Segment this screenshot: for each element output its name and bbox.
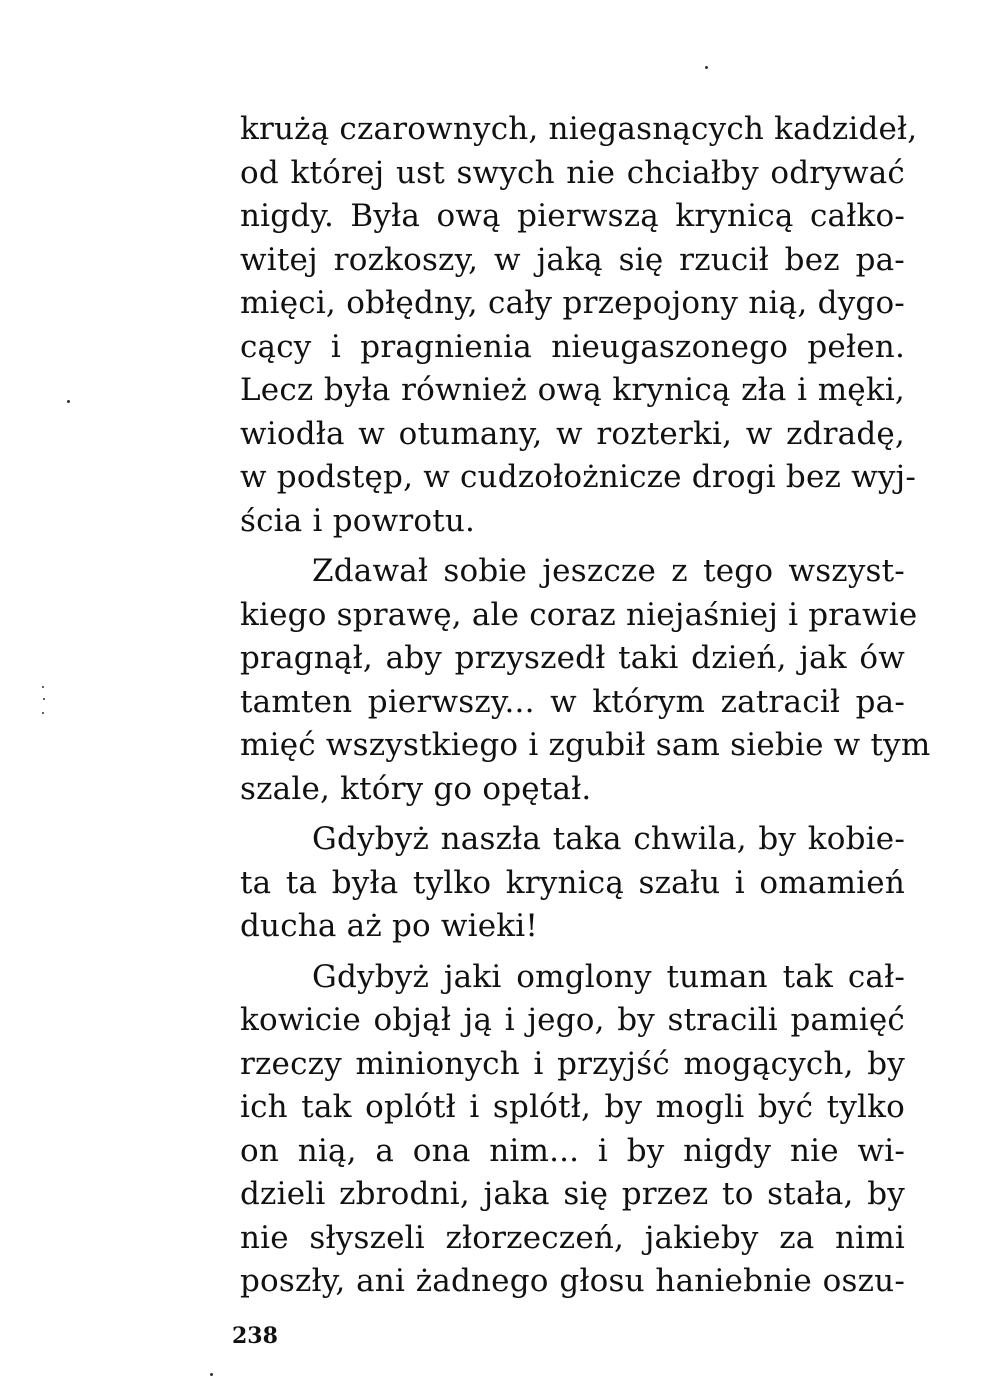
text-line: cący i pragnienia nieugaszonego pełen.	[240, 328, 905, 365]
text-line: krużą czarownych, niegasnących kadzideł,	[240, 111, 918, 147]
body-text	[240, 108, 931, 1304]
text-line: kiego sprawę, ale coraz niejaśniej i prawie	[240, 596, 918, 633]
scan-speck	[42, 712, 44, 714]
text-line: poszły, ani żadnego głosu haniebnie oszu-	[240, 1263, 905, 1299]
text-line: Gdybyż jaki omglony tuman tak cał-	[312, 958, 905, 995]
text-line: szale, który go opętał.	[240, 770, 592, 807]
text-line: witej rozkoszy, w jaką się rzucił bez pa-	[240, 241, 905, 278]
text-line: w podstęp, w cudzołożnicze drogi bez wyj-	[240, 459, 917, 495]
text-line: mięć wszystkiego i zgubił sam siebie w tym	[240, 727, 931, 763]
text-line: Zdawał sobie jeszcze z tego wszyst-	[312, 553, 905, 589]
paragraph-gap	[240, 543, 905, 550]
scan-speck	[705, 66, 708, 69]
text-line: wiodła w otumany, w rozterki, w zdradę,	[240, 415, 905, 452]
text-line: ścia i powrotu.	[240, 502, 476, 539]
scan-speck	[43, 698, 45, 700]
text-line: ducha aż po wieki!	[240, 908, 539, 944]
text-line: kowicie objął ją i jego, by stracili pamięć	[240, 1002, 905, 1038]
scan-speck	[42, 686, 44, 688]
paragraph-gap	[240, 811, 905, 818]
text-line: Lecz była również ową krynicą zła i męki,	[240, 372, 905, 408]
scan-speck	[67, 400, 70, 403]
text-line: mięci, obłędny, cały przepojony nią, dygo-	[240, 285, 905, 321]
text-line: nie słyszeli złorzeczeń, jakieby za nimi	[240, 1219, 905, 1256]
text-line: nigdy. Była ową pierwszą krynicą całko-	[240, 198, 905, 234]
text-line: on nią, a ona nim... i by nigdy nie wi-	[240, 1132, 905, 1169]
page-number: 238	[232, 1323, 278, 1349]
text-line: ich tak oplótł i splótł, by mogli być tylko	[240, 1089, 905, 1125]
text-line: od której ust swych nie chciałby odrywać	[240, 154, 905, 191]
paragraph-gap	[240, 949, 905, 956]
text-line: ta ta była tylko krynicą szału i omamień	[240, 864, 905, 901]
text-line: pragnął, aby przyszedł taki dzień, jak ów	[240, 640, 905, 676]
text-line: rzeczy minionych i przyjść mogących, by	[240, 1045, 905, 1082]
text-line: dzieli zbrodni, jaka się przez to stała, by	[240, 1176, 905, 1212]
scan-speck	[210, 1373, 213, 1376]
text-line: Gdybyż naszła taka chwila, by kobie-	[312, 821, 905, 857]
text-line: tamten pierwszy... w którym zatracił pa-	[240, 683, 905, 720]
